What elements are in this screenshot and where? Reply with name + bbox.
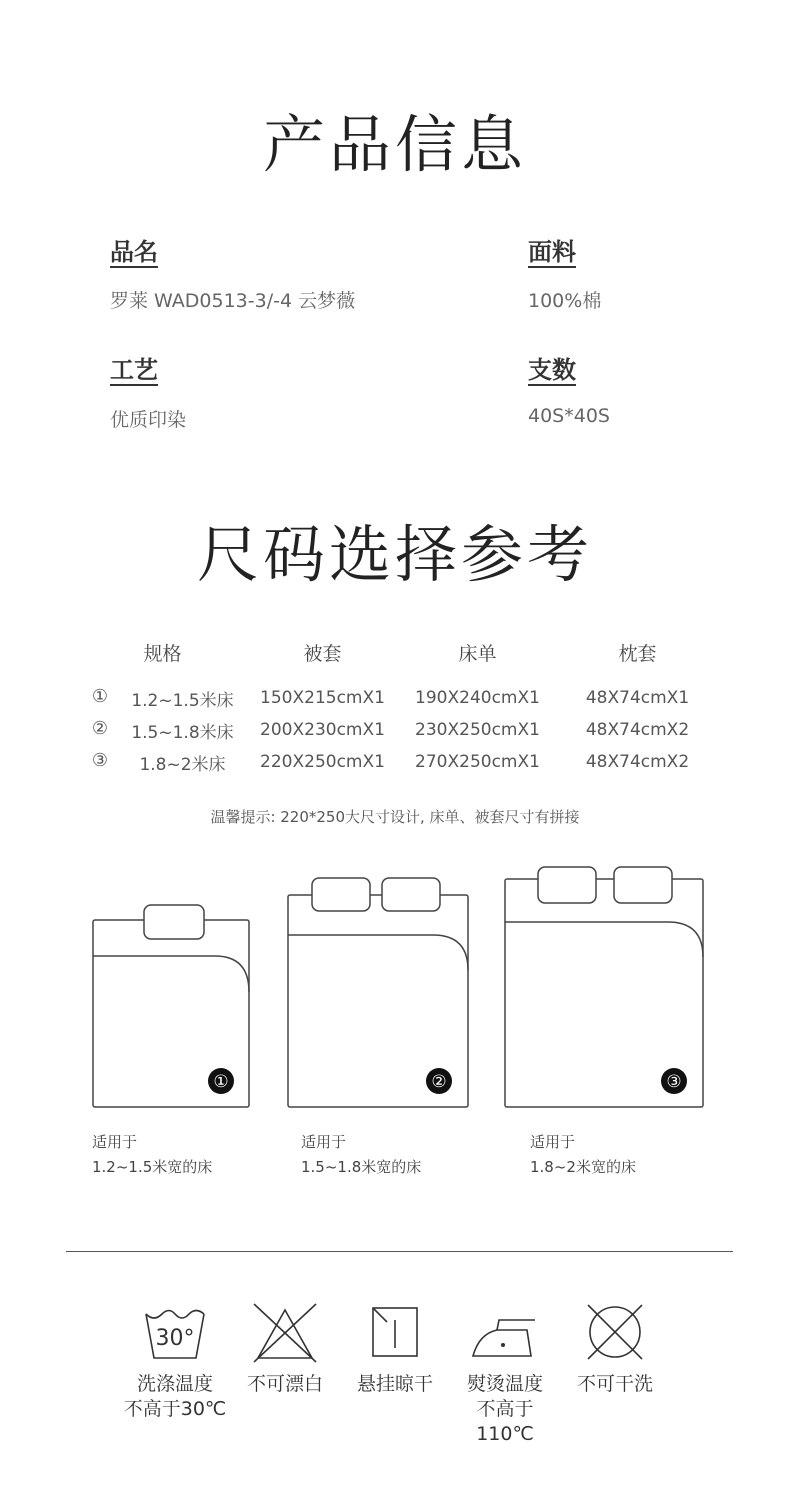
divider — [66, 1251, 733, 1252]
bed-diagram-1 — [90, 900, 252, 1112]
bed-badge-2: ② — [431, 1072, 447, 1092]
craft-value: 优质印染 — [110, 409, 187, 431]
bed-badge-3: ③ — [666, 1072, 682, 1092]
size-table-header — [80, 632, 720, 672]
care-label-line1: 不可漂白 — [246, 1373, 323, 1395]
care-label-line1: 熨烫温度 — [466, 1373, 543, 1395]
fabric-value: 100%棉 — [528, 290, 602, 312]
care-label-line2: 不高于110℃ — [476, 1398, 534, 1445]
pillow-icon — [144, 905, 204, 939]
name-label: 品名 — [110, 238, 158, 266]
fit-heading: 适用于 — [301, 1133, 347, 1151]
bed-size: 1.5~1.8米床 — [131, 722, 234, 743]
row-number: ① — [91, 685, 109, 707]
iron-icon — [467, 1300, 543, 1364]
pillow-icon — [614, 867, 672, 903]
care-hang-dry — [340, 1300, 450, 1397]
table-row — [80, 746, 720, 778]
product-info-title: 产品信息 — [262, 108, 527, 181]
bed-badge-1: ① — [213, 1072, 229, 1092]
pillow-icon — [538, 867, 596, 903]
sheet-size: 190X240cmX1 — [415, 688, 540, 708]
duvet-size: 200X230cmX1 — [260, 720, 385, 740]
care-label-line1: 洗涤温度 — [136, 1373, 213, 1395]
no-bleach-icon — [250, 1300, 320, 1364]
fabric-label: 面料 — [528, 238, 576, 266]
row-number: ② — [91, 717, 109, 739]
pillow-size: 48X74cmX1 — [585, 688, 690, 708]
care-label-line1: 不可干洗 — [576, 1373, 653, 1395]
name-value: 罗莱 WAD0513-3/-4 云梦薇 — [110, 290, 356, 312]
table-row — [80, 714, 720, 746]
size-table — [80, 632, 720, 778]
yarn-count-value: 40S*40S — [528, 405, 610, 427]
header-duvet: 被套 — [303, 642, 342, 665]
pillow-size: 48X74cmX2 — [585, 752, 690, 772]
fit-width: 1.5~1.8米宽的床 — [301, 1158, 422, 1176]
care-label-line2: 不高于30℃ — [123, 1398, 227, 1420]
bed-diagram-3 — [502, 864, 706, 1112]
care-bleach — [230, 1300, 340, 1397]
header-sheet: 床单 — [458, 642, 497, 665]
table-row — [80, 682, 720, 714]
hang-dry-icon — [360, 1300, 430, 1364]
pillow-icon — [382, 878, 440, 911]
sheet-size: 270X250cmX1 — [415, 752, 540, 772]
wash-30-icon — [140, 1300, 210, 1364]
fit-width: 1.8~2米宽的床 — [530, 1158, 636, 1176]
fit-heading: 适用于 — [92, 1133, 138, 1151]
bed-diagram-2 — [285, 875, 471, 1112]
craft-label: 工艺 — [110, 356, 158, 384]
bed-fit-3 — [530, 1130, 636, 1180]
care-dry-clean — [560, 1300, 670, 1397]
fit-heading: 适用于 — [530, 1133, 576, 1151]
pillow-icon — [312, 878, 370, 911]
row-number: ③ — [91, 749, 109, 771]
no-dry-clean-icon — [580, 1300, 650, 1364]
bed-size: 1.2~1.5米床 — [131, 690, 234, 711]
sheet-size: 230X250cmX1 — [415, 720, 540, 740]
fit-width: 1.2~1.5米宽的床 — [92, 1158, 213, 1176]
size-tip: 温馨提示: 220*250大尺寸设计, 床单、被套尺寸有拼接 — [210, 808, 580, 826]
duvet-size: 220X250cmX1 — [260, 752, 385, 772]
care-wash — [120, 1300, 230, 1422]
bed-size: 1.8~2米床 — [139, 754, 226, 775]
header-spec: 规格 — [143, 642, 182, 665]
bed-fit-1 — [92, 1130, 212, 1180]
duvet-size: 150X215cmX1 — [260, 688, 385, 708]
size-guide-title: 尺码选择参考 — [196, 518, 593, 591]
care-iron — [450, 1300, 560, 1447]
bed-fit-2 — [301, 1130, 421, 1180]
pillow-size: 48X74cmX2 — [585, 720, 690, 740]
care-label-line1: 悬挂晾干 — [356, 1373, 433, 1395]
header-pillow: 枕套 — [618, 642, 657, 665]
yarn-count-label: 支数 — [528, 356, 576, 384]
wash-temp: 30° — [155, 1326, 195, 1351]
